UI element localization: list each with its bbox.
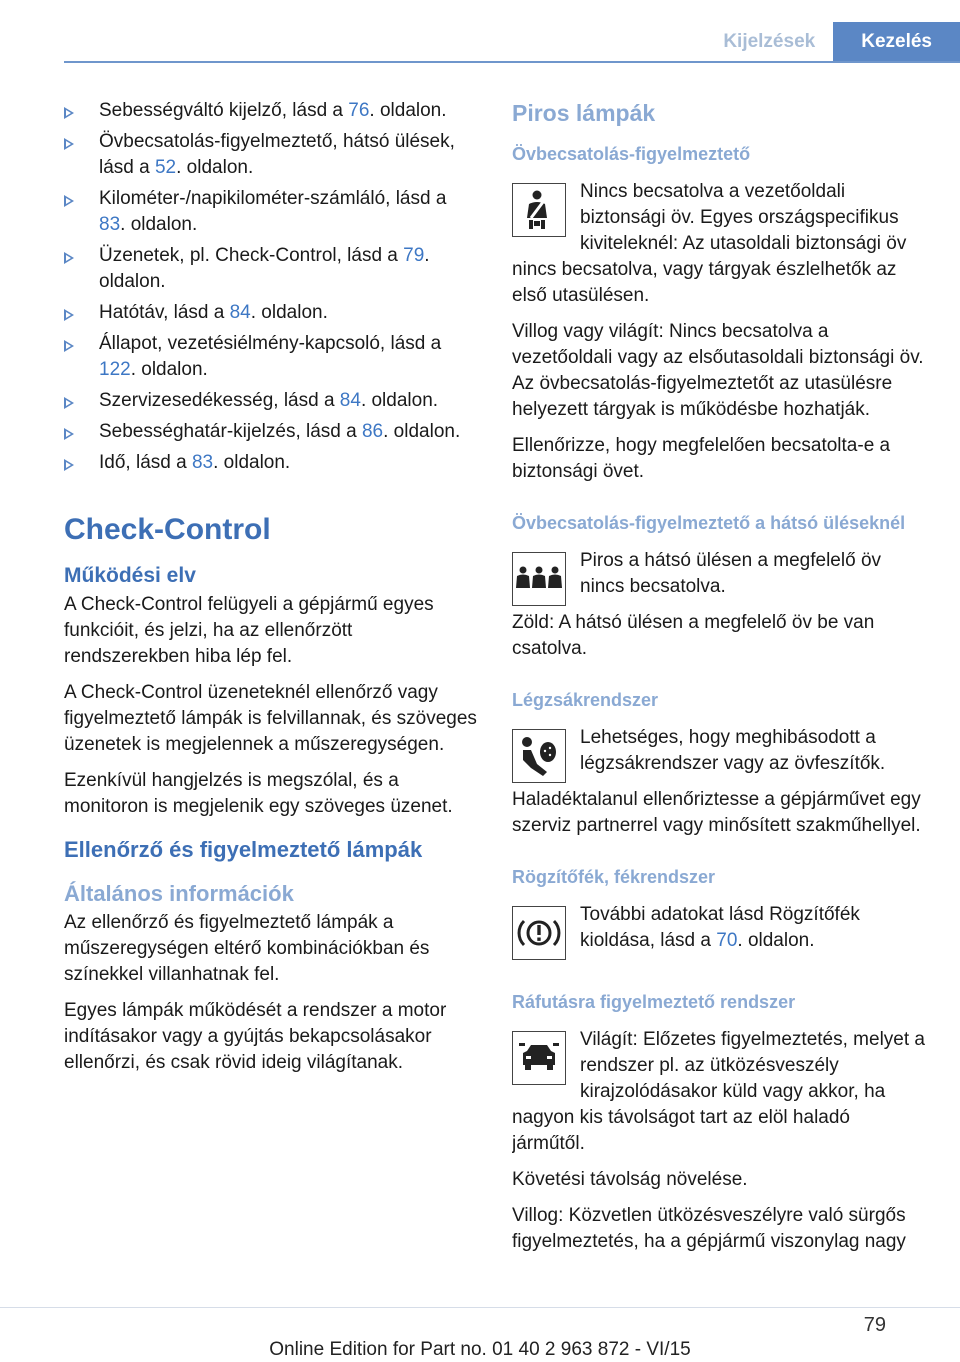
rear-seats-icon [512, 552, 566, 606]
seatbelt-heading: Övbecsatolás-figyelmeztető [512, 144, 751, 164]
page-number: 79 [863, 1314, 886, 1336]
paragraph: Követési távolság növelése. [512, 1169, 748, 1190]
paragraph: Villog: Közvetlen ütközésveszélyre való sürgős figyelmeztetés, ha a gépjármű viszonylag nagy [512, 1205, 906, 1252]
brake-block [512, 902, 926, 964]
rear-seatbelt-block [512, 548, 926, 610]
list-item: Sebességhatár-kijelzés, lásd a 86. oldalon. [64, 419, 478, 445]
airbag-heading: Légzsákrendszer [512, 690, 659, 710]
paragraph: További adatokat lásd Rögzítőfék kioldása, lásd a 70. oldalon. [580, 904, 860, 951]
bullet-triangle-icon [64, 428, 74, 440]
list-item: Sebességváltó kijelző, lásd a 76. oldalon. [64, 98, 478, 124]
bullet-triangle-icon [64, 340, 74, 352]
list-item: Kilométer-/napikilométer-számláló, lásd a 83. oldalon. [64, 186, 478, 238]
seatbelt-icon [512, 183, 566, 237]
right-column [512, 98, 926, 1265]
bullet-list [64, 98, 478, 476]
paragraph: Nincs becsatolva a vezetőoldali biztonsági öv. Egyes országspecifikus kiviteleknél: Az utasoldali biztonsági öv nincs becsatolva, vagy tárgyak észlelhetők az első utasülésen. [512, 181, 907, 306]
left-column [64, 98, 478, 1086]
airbag-block [512, 725, 926, 787]
principle-heading: Működési elv [64, 564, 196, 587]
tab-kijelzesek[interactable]: Kijelzések [705, 22, 833, 62]
page-link[interactable]: 83 [191, 452, 214, 473]
paragraph: Az ellenőrző és figyelmeztető lámpák a műszeregységen eltérő kombinációkban és színekkel villanhatnak fel. [64, 912, 430, 985]
lamps-heading: Ellenőrző és figyelmeztető lámpák [64, 837, 423, 862]
section-title: Check-Control [64, 513, 271, 546]
collision-heading: Ráfutásra figyelmeztető rendszer [512, 992, 796, 1012]
header-rule [64, 61, 960, 63]
paragraph: Ezenkívül hangjelzés is megszólal, és a monitoron is megjelenik egy szöveges üzenet. [64, 770, 453, 817]
page-link[interactable]: 86 [361, 421, 384, 442]
list-item: Idő, lásd a 83. oldalon. [64, 450, 478, 476]
page-link[interactable]: 70 [716, 930, 738, 951]
paragraph: Világít: Előzetes figyelmeztetés, melyet a rendszer pl. az ütközésveszély kirajzolódásakor küld vagy akkor, ha nagyon kis távolságot tart az elöl haladó járműtől. [512, 1029, 925, 1154]
footer-rule [0, 1307, 960, 1308]
collision-block [512, 1027, 926, 1167]
footer-edition: Online Edition for Part no. 01 40 2 963 872 - VI/15 [269, 1339, 691, 1360]
list-item: Állapot, vezetésiélmény-kapcsoló, lásd a 122. oldalon. [64, 331, 478, 383]
list-item: Üzenetek, pl. Check-Control, lásd a 79. oldalon. [64, 243, 478, 295]
bullet-triangle-icon [64, 107, 74, 119]
paragraph: Ellenőrizze, hogy megfelelően becsatolta-e a biztonsági övet. [512, 435, 891, 482]
brake-heading: Rögzítőfék, fékrendszer [512, 867, 716, 887]
header-tabs [705, 22, 960, 62]
bullet-triangle-icon [64, 138, 74, 150]
bullet-triangle-icon [64, 195, 74, 207]
airbag-icon [512, 729, 566, 783]
page-link[interactable]: 84 [339, 390, 361, 411]
paragraph: Piros a hátsó ülésen a megfelelő öv nincs becsatolva. [580, 550, 882, 597]
page-link[interactable]: 52 [154, 157, 177, 178]
red-lamps-heading: Piros lámpák [512, 100, 656, 126]
page-link[interactable]: 84 [229, 302, 251, 323]
paragraph: A Check-Control felügyeli a gépjármű egyes funkcióit, és jelzi, ha az ellenőrzött rendszerekben hiba lép fel. [64, 594, 434, 667]
tab-kezeles[interactable]: Kezelés [833, 22, 960, 62]
paragraph: Egyes lámpák működését a rendszer a motor indításakor vagy a gyújtás bekapcsolásakor ellenőrzi, és csak rövid ideig világítanak. [64, 1000, 447, 1073]
page-link[interactable]: 83 [99, 214, 121, 235]
list-item: Hatótáv, lásd a 84. oldalon. [64, 300, 478, 326]
bullet-triangle-icon [64, 309, 74, 321]
paragraph: Zöld: A hátsó ülésen a megfelelő öv be van csatolva. [512, 612, 875, 659]
page-link[interactable]: 122 [99, 359, 131, 380]
seatbelt-block [512, 179, 926, 319]
bullet-triangle-icon [64, 459, 74, 471]
paragraph: Haladéktalanul ellenőriztesse a gépjárművet egy szerviz partnerrel vagy minősített szakműhellyel. [512, 789, 921, 836]
car-collision-icon [512, 1031, 566, 1085]
page-link[interactable]: 76 [348, 100, 370, 121]
list-item: Szervizesedékesség, lásd a 84. oldalon. [64, 388, 478, 414]
list-item: Övbecsatolás-figyelmeztető, hátsó ülések, lásd a 52. oldalon. [64, 129, 478, 181]
paragraph: A Check-Control üzeneteknél ellenőrző vagy figyelmeztető lámpák is felvillannak, és szöveges üzenetek is megjelennek a műszeregységen. [64, 682, 477, 755]
rear-seatbelt-heading: Övbecsatolás-figyelmeztető a hátsó üléseknél [512, 513, 906, 533]
bullet-triangle-icon [64, 252, 74, 264]
bullet-triangle-icon [64, 397, 74, 409]
general-heading: Általános információk [64, 881, 294, 906]
paragraph: Lehetséges, hogy meghibásodott a légzsákrendszer vagy az övfeszítők. [580, 727, 886, 774]
page-link[interactable]: 79 [403, 245, 425, 266]
brake-warning-icon [512, 906, 566, 960]
paragraph: Villog vagy világít: Nincs becsatolva a vezetőoldali vagy az elsőutasoldali biztonsági öv. Az övbecsatolás-figyelmeztetőt az utasülésre helyezett tárgyak is működésbe hozhatják. [512, 321, 924, 420]
